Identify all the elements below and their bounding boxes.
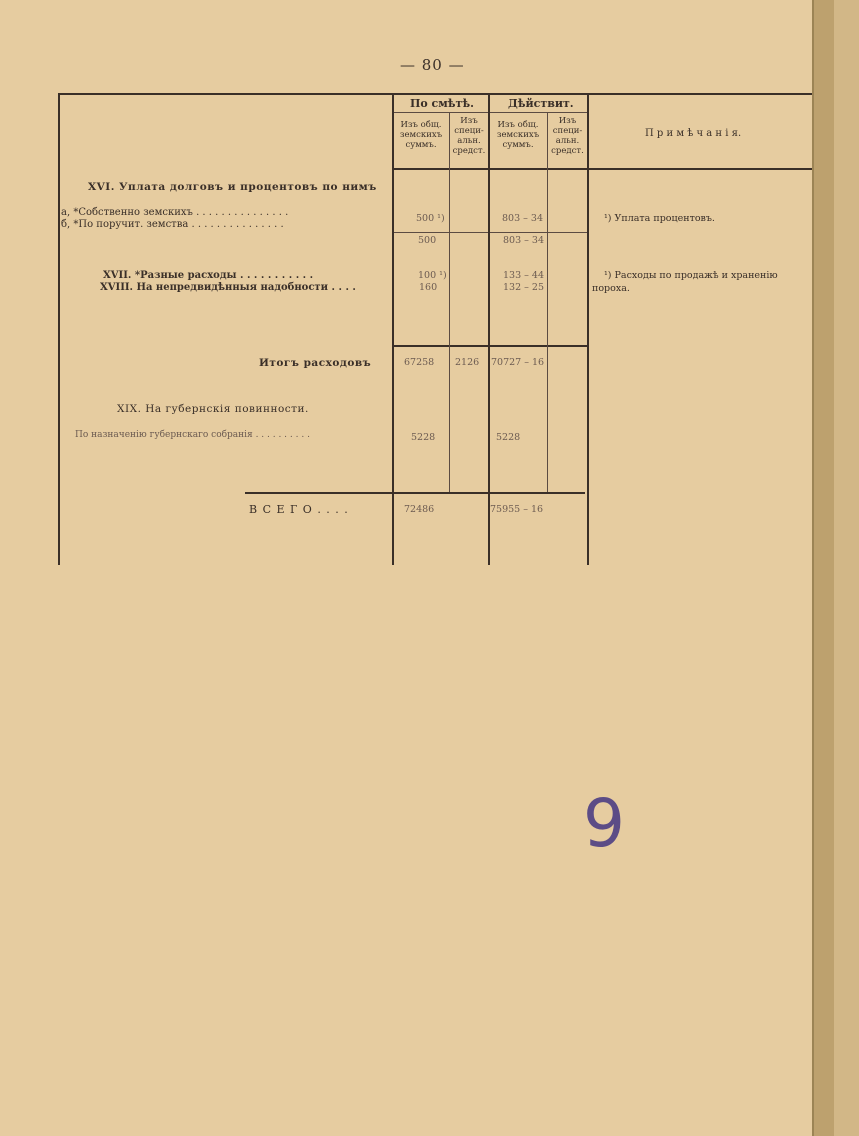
vsego-actual: 75955 – 16 bbox=[490, 504, 544, 515]
row-xvii-plan: 100 ¹) bbox=[418, 270, 447, 281]
header-col1: Изъ общ. земскихъ суммъ. bbox=[399, 120, 443, 150]
column-divider-1 bbox=[449, 112, 450, 492]
column-divider-3 bbox=[547, 112, 548, 492]
row-xvii-label: XVII. *Разные расходы . . . . . . . . . . . bbox=[103, 270, 314, 281]
note-gunpowder-1: ¹) Расходы по продажѣ и храненію bbox=[604, 270, 778, 281]
xvi-actual-total: 803 – 34 bbox=[503, 235, 545, 246]
row-xviii-plan: 160 bbox=[419, 282, 438, 293]
header-notes: П р и м ѣ ч а н і я. bbox=[645, 128, 742, 139]
table-left-border bbox=[58, 93, 60, 565]
section-xix-title: XIX. На губернскія повинности. bbox=[117, 403, 309, 415]
note-gunpowder-2: пороха. bbox=[592, 283, 630, 294]
total-expense-actual: 70727 – 16 bbox=[491, 357, 545, 368]
stamp-number: 9 bbox=[583, 785, 625, 862]
table-top-rule bbox=[60, 93, 812, 95]
column-divider-notes bbox=[587, 93, 589, 565]
note-interest: ¹) Уплата процентовъ. bbox=[604, 213, 715, 224]
row-xvii-actual: 133 – 44 bbox=[503, 270, 545, 281]
row-xix-actual: 5228 bbox=[496, 432, 521, 443]
vsego-plan: 72486 bbox=[404, 504, 435, 515]
column-divider-label bbox=[392, 93, 394, 565]
header-col3: Изъ общ. земскихъ суммъ. bbox=[496, 120, 540, 150]
vsego-rule bbox=[245, 492, 585, 494]
header-col2: Изъ специ- альн. средст. bbox=[452, 116, 486, 156]
row-xviii-label: XVIII. На непредвидѣнныя надобности . . . . bbox=[100, 282, 356, 293]
header-po-smete: По смѣтѣ. bbox=[410, 97, 474, 110]
header-col4: Изъ специ- альн. средст. bbox=[551, 116, 584, 156]
row-xviii-actual: 132 – 25 bbox=[503, 282, 545, 293]
row-a-actual: 803 – 34 bbox=[502, 213, 544, 224]
header-bottom-rule bbox=[392, 168, 812, 170]
header-deistvit: Дѣйствит. bbox=[508, 97, 574, 110]
row-a-label: а, *Собственно земскихъ . . . . . . . . . . . . . . . bbox=[61, 207, 289, 218]
page-edge bbox=[812, 0, 859, 1136]
total-expense-label: Итогъ расходовъ bbox=[259, 357, 372, 369]
total-expense-plan: 67258 bbox=[404, 357, 435, 368]
row-xix-label: По назначенію губернскаго собранія . . . . . . . . . . bbox=[75, 430, 310, 440]
row-xix-plan: 5228 bbox=[411, 432, 436, 443]
page-number: — 80 — bbox=[400, 56, 465, 74]
row-b-label: б, *По поручит. земства . . . . . . . . . . . . . . . bbox=[61, 219, 284, 230]
row-a-plan: 500 ¹) bbox=[416, 213, 445, 224]
xvi-plan-total: 500 bbox=[418, 235, 437, 246]
total-expense-special: 2126 bbox=[455, 357, 480, 368]
column-divider-2 bbox=[488, 93, 490, 565]
vsego-label: В С Е Г О . . . . bbox=[249, 503, 349, 516]
section-xvi-title: XVI. Уплата долговъ и процентовъ по нимъ bbox=[88, 181, 377, 193]
